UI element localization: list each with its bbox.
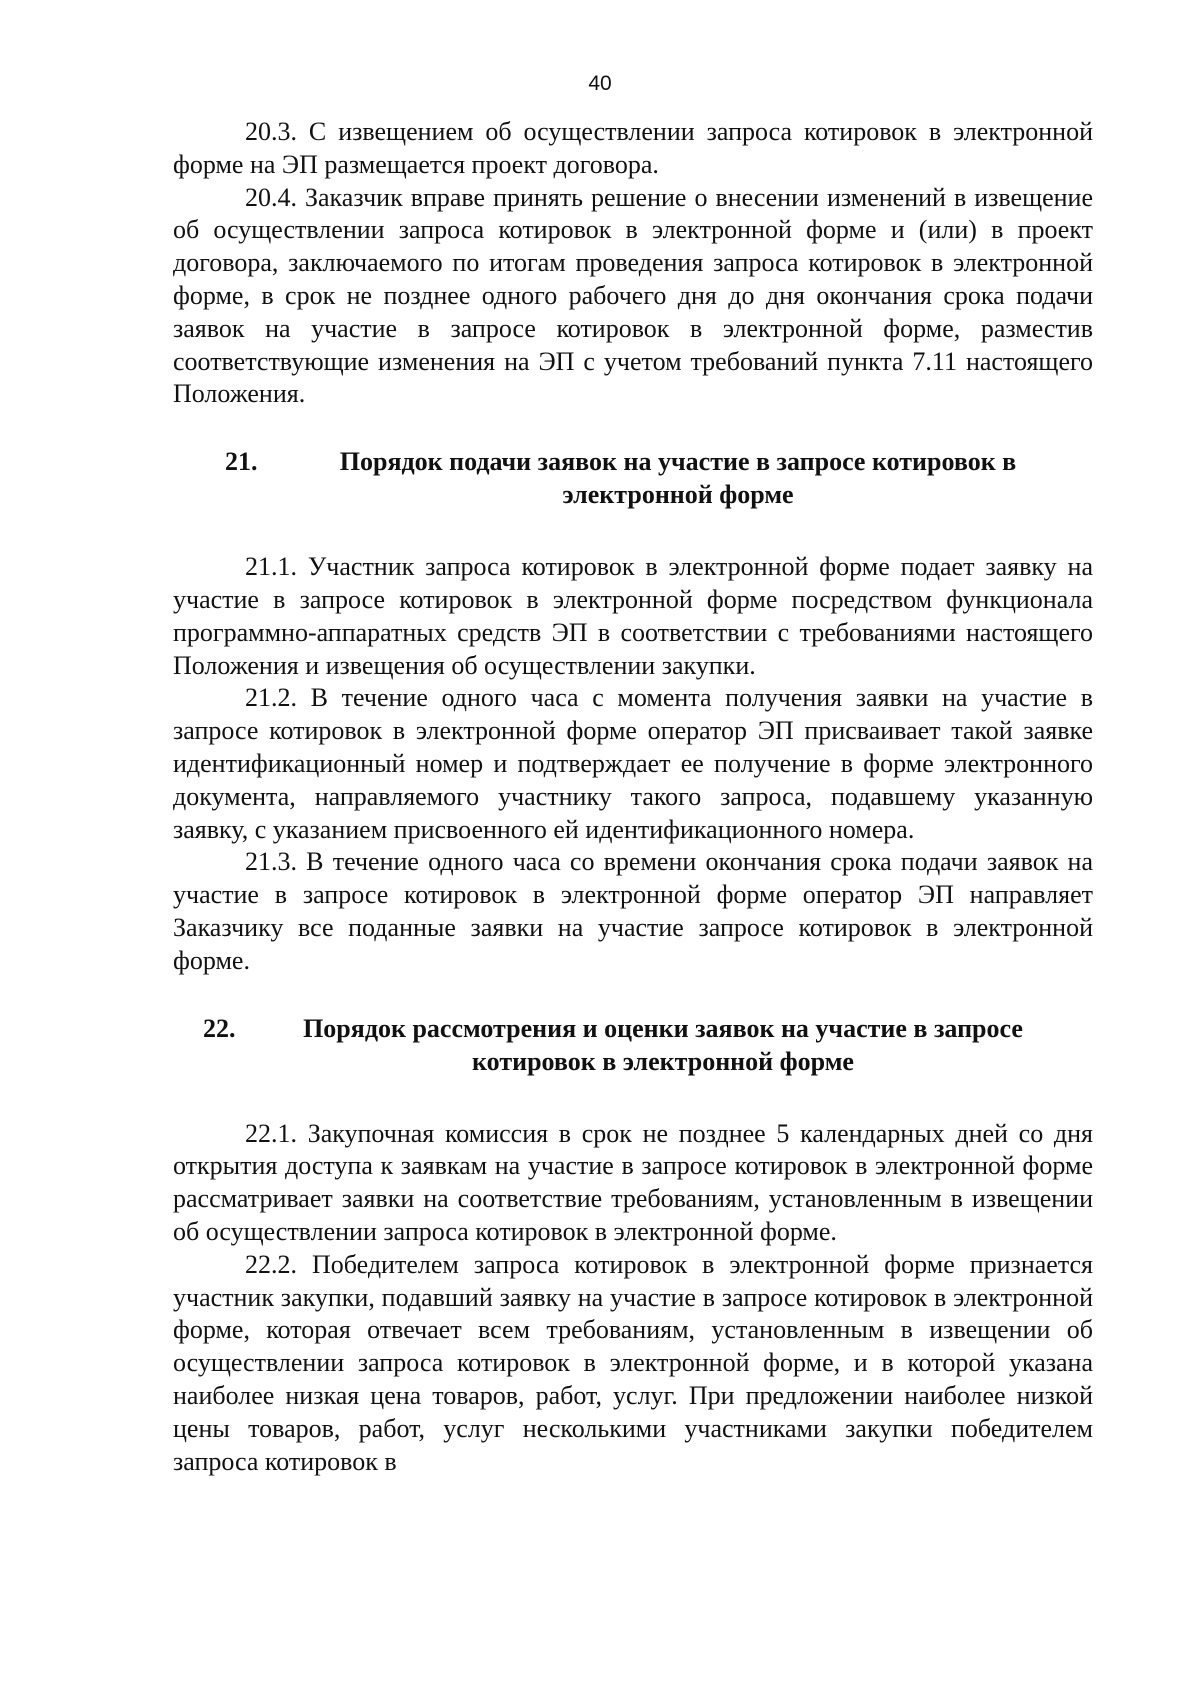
spacer (173, 978, 1093, 1012)
paragraph-20-3: 20.3. С извещением об осуществлении запроса котировок в электронной форме на ЭП размещается проект договора. (173, 117, 1093, 179)
section-number: 21. (225, 447, 258, 477)
paragraph-22-2: 22.2. Победителем запроса котировок в электронной форме признается участник закупки, подавший заявку на участие в запросе котировок в электронной форме, которая отвечает всем требованиям, установленным в извещении об осуществлении запроса котировок в электронной форме, и в которой указана наиболее низкая цена товаров, работ, услуг. При предложении наиболее низкой цены товаров, работ, услуг несколькими участниками закупки победителем запроса котировок в (173, 1249, 1093, 1476)
section-title: Порядок рассмотрения и оценки заявок на участие в запросе котировок в электронной форме (303, 1013, 1023, 1076)
section-number: 22. (203, 1013, 236, 1043)
paragraph-22-1: 22.1. Закупочная комиссия в срок не позднее 5 календарных дней со дня открытия доступа к заявкам на участие в запросе котировок в электронной форме рассматривает заявки на соответствие требованиям, установленным в извещении об осуществлении запроса котировок в электронной форме. (173, 1118, 1093, 1246)
paragraph-21-2: 21.2. В течение одного часа с момента получения заявки на участие в запросе котировок в электронной форме оператор ЭП присваивает такой заявке идентификационный номер и подтверждает ее получение в форме электронного документа, направляемого участнику такого запроса, подавшему указанную заявку, с указанием присвоенного ей идентификационного номера. (173, 683, 1093, 844)
spacer (173, 411, 1093, 445)
spacer (173, 511, 1093, 551)
document-body (173, 116, 1093, 1478)
section-title: Порядок подачи заявок на участие в запросе котировок в электронной форме (339, 447, 1017, 510)
section-heading-22 (173, 1012, 1093, 1078)
paragraph-21-3: 21.3. В течение одного часа со времени окончания срока подачи заявок на участие в запросе котировок в электронной форме оператор ЭП направляет Заказчику все поданные заявки на участие запросе котировок в электронной форме. (173, 847, 1093, 975)
section-heading-21 (173, 445, 1093, 511)
paragraph-21-1: 21.1. Участник запроса котировок в электронной форме подает заявку на участие в запросе котировок в электронной форме посредством функционала программно-аппаратных средств ЭП в соответствии с требованиями настоящего Положения и извещения об осуществлении закупки. (173, 552, 1093, 680)
spacer (173, 1078, 1093, 1118)
paragraph-20-4: 20.4. Заказчик вправе принять решение о внесении изменений в извещение об осуществлении запроса котировок в электронной форме и (или) в проект договора, заключаемого по итогам проведения запроса котировок в электронной форме, в срок не позднее одного рабочего дня до дня окончания срока подачи заявок на участие в запросе котировок в электронной форме, разместив соответствующие изменения на ЭП с учетом требований пункта 7.11 настоящего Положения. (173, 182, 1093, 409)
page-number: 40 (588, 72, 612, 95)
